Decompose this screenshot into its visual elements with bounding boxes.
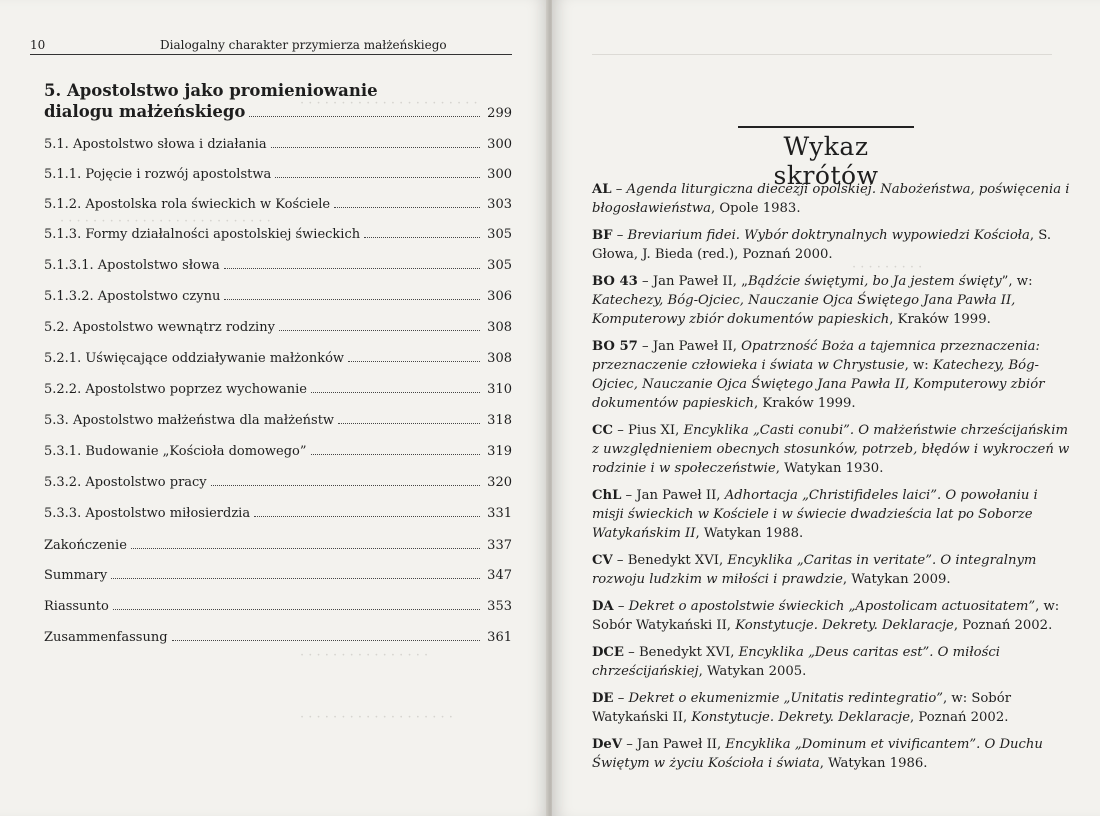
abbreviation-title-text: Dekret o ekumenizmie „Unitatis redintegratio” xyxy=(628,691,944,706)
leader-dots xyxy=(224,258,480,269)
show-through-text xyxy=(592,40,1052,55)
leader-dots xyxy=(311,444,480,455)
abbreviation-code: DCE xyxy=(592,645,624,660)
toc-entry-label: 5.1. Apostolstwo słowa i działania xyxy=(44,137,267,152)
abbreviation-code: DE xyxy=(592,691,614,706)
toc-entry xyxy=(44,444,512,460)
leader-dots xyxy=(279,320,480,331)
running-head xyxy=(30,36,512,55)
abbreviation-title-text: Dekret o apostolstwie świeckich „Apostolicam actuositatem” xyxy=(628,599,1036,614)
toc-entry-label: 5.1.3.2. Apostolstwo czynu xyxy=(44,289,221,304)
abbreviation-text: Jan Paweł II, „ xyxy=(652,274,748,289)
abbreviation-text: , Watykan 1988. xyxy=(695,526,804,541)
abbreviation-text: , Watykan 1930. xyxy=(775,461,884,476)
abbreviation-code: BO 57 xyxy=(592,339,638,354)
toc-entry xyxy=(44,568,512,584)
leader-dots xyxy=(249,104,480,117)
toc-entry-page: 318 xyxy=(487,413,512,428)
leader-dots xyxy=(211,475,480,486)
show-through-text: · · · · · · · · · · · · · · · · · · · xyxy=(300,710,453,725)
toc-entry-page: 306 xyxy=(487,289,512,304)
abbreviation-code: DeV xyxy=(592,737,623,752)
toc-entry xyxy=(44,630,512,646)
abbreviation-separator: – xyxy=(612,228,628,243)
toc-entry-page: 331 xyxy=(487,506,512,521)
abbreviation-text: , Poznań 2002. xyxy=(953,618,1053,633)
abbreviation-text: ”, w: xyxy=(1001,274,1033,289)
abbreviation-text: , w: xyxy=(904,358,933,373)
abbreviation-title-text: Encyklika „Deus caritas est”. O miłości chrześcijańskiej xyxy=(592,645,1000,679)
toc-entry xyxy=(44,137,512,153)
toc-entry-page: 337 xyxy=(487,538,512,553)
abbreviation-text: Jan Paweł II, xyxy=(636,488,725,503)
abbreviation-separator: – xyxy=(611,182,627,197)
toc-entry xyxy=(44,320,512,336)
abbreviation-title-text: Konstytucje. Dekrety. Deklaracje xyxy=(691,710,910,725)
abbreviation-entry xyxy=(592,735,1070,773)
toc-entry-label: 5.1.1. Pojęcie i rozwój apostolstwa xyxy=(44,167,272,182)
abbreviation-code: BO 43 xyxy=(592,274,638,289)
abbreviation-text: , w: Sobór Watykański II, xyxy=(592,691,1011,725)
toc-entry xyxy=(44,599,512,615)
show-through-text: · · · · · · · · · · · · · · · · xyxy=(300,648,429,663)
toc-entry xyxy=(44,538,512,554)
toc-entry xyxy=(44,475,512,491)
leader-dots xyxy=(131,538,480,549)
abbreviation-title-text: Agenda liturgiczna diecezji opolskiej. Nabożeństwa, poświęcenia i błogosławieństwa xyxy=(592,182,1070,216)
abbreviation-entry xyxy=(592,421,1070,478)
abbreviation-entry xyxy=(592,643,1070,681)
abbreviation-title-text: Katechezy, Bóg-Ojciec, Nauczanie Ojca Świętego Jana Pawła II, Komputerowy zbiór dokumentów papieskich xyxy=(592,358,1045,411)
abbreviation-title-text: Konstytucje. Dekrety. Deklaracje xyxy=(735,618,954,633)
show-through-text: · · · · · · · · · xyxy=(852,260,923,275)
toc-entry xyxy=(44,382,512,398)
abbreviation-code: CV xyxy=(592,553,613,568)
toc-entry xyxy=(44,289,512,305)
abbreviation-text: , Watykan 2005. xyxy=(698,664,807,679)
abbreviation-entry xyxy=(592,486,1070,543)
toc-entry-label: Riassunto xyxy=(44,599,109,614)
leader-dots xyxy=(113,599,480,610)
abbreviation-text: Benedykt XVI, xyxy=(638,645,739,660)
toc-entry-page: 300 xyxy=(487,167,512,182)
toc-entry xyxy=(44,413,512,429)
toc-entry-label: Summary xyxy=(44,568,108,583)
abbreviation-title-text: Encyklika „Casti conubi”. O małżeństwie chrześcijańskim z uwzględnieniem obecnych stosunków, potrzeb, błędów i wykroczeń w rodzinie i w społeczeństwie xyxy=(592,423,1070,476)
toc-entry-label: 5.3.2. Apostolstwo pracy xyxy=(44,475,207,490)
abbreviation-text: Jan Paweł II, xyxy=(652,339,742,354)
abbreviation-separator: – xyxy=(622,737,638,752)
toc-entry xyxy=(44,506,512,522)
toc-entry-page: 361 xyxy=(487,630,512,645)
abbreviation-code: ChL xyxy=(592,488,622,503)
toc-heading-line2: dialogu małżeńskiego xyxy=(44,102,246,121)
abbreviation-entry xyxy=(592,226,1070,264)
abbreviation-separator: – xyxy=(637,274,653,289)
abbreviation-title-text: Adhortacja „Christifideles laici”. O powołaniu i misji świeckich w Kościele i w świecie dwadzieścia lat po Soborze Watykańskim II xyxy=(592,488,1038,541)
leader-dots xyxy=(338,413,480,424)
abbreviation-entry xyxy=(592,689,1070,727)
abbreviation-title-text: Breviarium fidei. Wybór doktrynalnych wypowiedzi Kościoła xyxy=(627,228,1030,243)
toc-heading xyxy=(44,80,512,124)
toc-entry-label: 5.1.3. Formy działalności apostolskiej świeckich xyxy=(44,227,361,242)
toc-entry-label: 5.1.3.1. Apostolstwo słowa xyxy=(44,258,220,273)
toc-entry-page: 319 xyxy=(487,444,512,459)
abbreviation-title-text: Encyklika „Caritas in veritate”. O integralnym rozwoju ludzkim w miłości i prawdzie xyxy=(592,553,1037,587)
toc-entry-page: 305 xyxy=(487,258,512,273)
right-page xyxy=(552,0,1100,816)
abbreviation-entry xyxy=(592,337,1070,413)
abbreviation-separator: – xyxy=(612,553,628,568)
leader-dots xyxy=(348,351,480,362)
abbreviation-entry xyxy=(592,180,1070,218)
toc-entry-page: 310 xyxy=(487,382,512,397)
abbreviation-code: CC xyxy=(592,423,613,438)
toc-entry xyxy=(44,167,512,183)
abbreviation-separator: – xyxy=(613,423,628,438)
leader-dots xyxy=(224,289,480,300)
toc-heading-page: 299 xyxy=(487,106,512,121)
leader-dots xyxy=(111,568,480,579)
abbreviation-entry xyxy=(592,272,1070,329)
abbreviation-separator: – xyxy=(613,691,629,706)
leader-dots xyxy=(334,197,480,208)
toc-entry-page: 320 xyxy=(487,475,512,490)
abbreviations-title: Wykaz skrótów xyxy=(738,126,914,190)
toc-entry-page: 303 xyxy=(487,197,512,212)
abbreviation-title-text: Bądźcie świętymi, bo Ja jestem święty xyxy=(747,274,1002,289)
abbreviation-text: Pius XI, xyxy=(627,423,684,438)
toc-entry-page: 308 xyxy=(487,351,512,366)
toc-entry-label: 5.3.1. Budowanie „Kościoła domowego” xyxy=(44,444,307,459)
abbreviation-code: AL xyxy=(592,182,612,197)
toc-entry-label: 5.2.2. Apostolstwo poprzez wychowanie xyxy=(44,382,308,397)
leader-dots xyxy=(364,227,480,238)
running-title: Dialogalny charakter przymierza małżeńskiego xyxy=(160,38,447,52)
toc-entry-label: Zakończenie xyxy=(44,538,127,553)
toc-heading-line1: 5. Apostolstwo jako promieniowanie xyxy=(44,81,378,100)
abbreviation-entry xyxy=(592,597,1070,635)
abbreviation-title-text: Katechezy, Bóg-Ojciec, Nauczanie Ojca Świętego Jana Pawła II, Komputerowy zbiór dokumentów papieskich xyxy=(592,293,1016,327)
toc-entry-label: 5.2.1. Uświęcające oddziaływanie małżonków xyxy=(44,351,345,366)
abbreviation-text: Benedykt XVI, xyxy=(627,553,728,568)
toc-entry xyxy=(44,351,512,367)
toc-entry-page: 347 xyxy=(487,568,512,583)
toc-entry xyxy=(44,258,512,274)
toc-entry-page: 353 xyxy=(487,599,512,614)
toc-entry-label: 5.3.3. Apostolstwo miłosierdzia xyxy=(44,506,251,521)
leader-dots xyxy=(172,630,480,641)
toc-entry-label: 5.3. Apostolstwo małżeństwa dla małżeństw xyxy=(44,413,335,428)
abbreviation-text: , Opole 1983. xyxy=(710,201,801,216)
abbreviation-text: , Kraków 1999. xyxy=(889,312,991,327)
left-page xyxy=(0,0,548,816)
abbreviation-entry xyxy=(592,551,1070,589)
show-through-text: · · · · · · · · · · · · · · · · · · · · · · xyxy=(300,96,478,111)
abbreviations-list xyxy=(592,180,1070,781)
abbreviation-text: , Poznań 2002. xyxy=(910,710,1009,725)
abbreviation-code: BF xyxy=(592,228,613,243)
toc-entry-page: 308 xyxy=(487,320,512,335)
abbreviation-code: DA xyxy=(592,599,614,614)
toc-entry-label: Zusammenfassung xyxy=(44,630,168,645)
abbreviation-separator: – xyxy=(637,339,653,354)
abbreviation-separator: – xyxy=(613,599,629,614)
abbreviation-title-text: Encyklika „Dominum et vivificantem”. O Duchu Świętym w życiu Kościoła i świata xyxy=(592,737,1043,771)
toc-entry-page: 300 xyxy=(487,137,512,152)
abbreviation-title-text: Opatrzność Boża a tajemnica przeznaczenia: przeznaczenie człowieka i świata w Chrystusie xyxy=(592,339,1040,373)
leader-dots xyxy=(271,137,480,148)
abbreviation-text: , Kraków 1999. xyxy=(754,396,856,411)
leader-dots xyxy=(254,506,480,517)
table-of-contents xyxy=(44,80,512,645)
abbreviation-text: , Watykan 2009. xyxy=(842,572,951,587)
toc-entry-label: 5.1.2. Apostolska rola świeckich w Kościele xyxy=(44,197,331,212)
toc-entry-page: 305 xyxy=(487,227,512,242)
show-through-text: · · · · · · · · · · · · · · · · · · · · · · · · · · xyxy=(60,214,271,229)
page-number: 10 xyxy=(30,38,46,52)
abbreviation-text: , S. Głowa, J. Bieda (red.), Poznań 2000. xyxy=(592,228,1052,262)
abbreviation-text: , Watykan 1986. xyxy=(819,756,928,771)
abbreviation-separator: – xyxy=(623,645,639,660)
toc-entry xyxy=(44,197,512,213)
leader-dots xyxy=(311,382,480,393)
abbreviation-text: Jan Paweł II, xyxy=(637,737,726,752)
abbreviation-text: , w: Sobór Watykański II, xyxy=(592,599,1060,633)
toc-entry xyxy=(44,227,512,243)
leader-dots xyxy=(275,167,480,178)
toc-entry-label: 5.2. Apostolstwo wewnątrz rodziny xyxy=(44,320,275,335)
abbreviation-separator: – xyxy=(621,488,637,503)
